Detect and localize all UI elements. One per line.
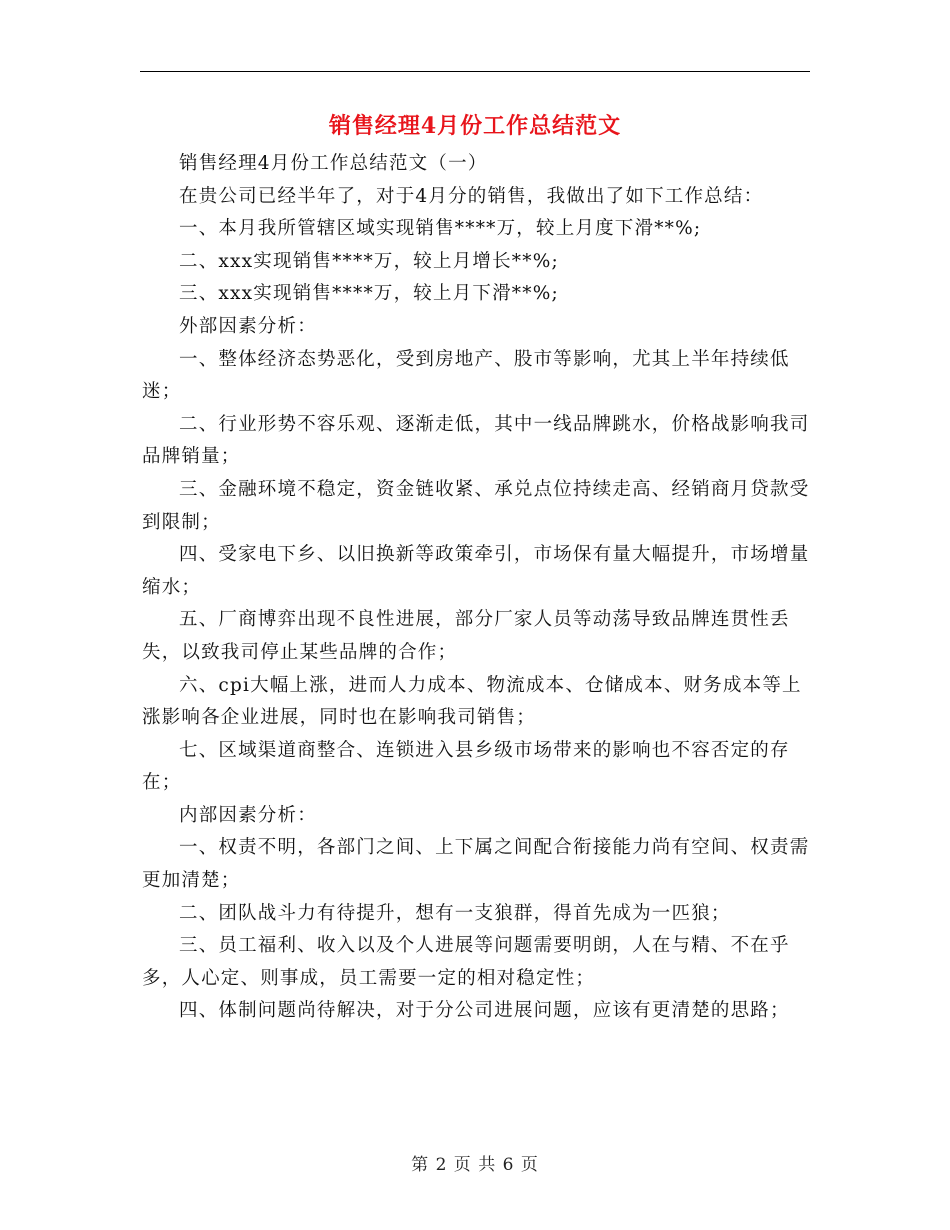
paragraph-external-5: 五、厂商博弈出现不良性进展，部分厂家人员等动荡导致品牌连贯性丢失，以致我司停止某些品牌的合作；	[142, 609, 790, 663]
paragraph-external-2: 二、行业形势不容乐观、逐渐走低，其中一线品牌跳水，价格战影响我司品牌销量；	[142, 413, 810, 468]
heading-internal-factors: 内部因素分析：	[179, 804, 317, 826]
paragraph-external-7: 七、区域渠道商整合、连锁进入县乡级市场带来的影响也不容否定的存在；	[142, 739, 790, 794]
document-title: 销售经理4月份工作总结范文	[328, 113, 622, 139]
paragraph-subtitle: 销售经理4月份工作总结范文（一）	[179, 153, 488, 174]
paragraph-external-4: 四、受家电下乡、以旧换新等政策牵引，市场保有量大幅提升，市场增量缩水；	[142, 544, 810, 598]
page-number: 第 2 页 共 6 页	[411, 1155, 539, 1175]
paragraph-external-1: 一、整体经济态势恶化，受到房地产、股市等影响，尤其上半年持续低迷；	[142, 348, 790, 403]
header-rule	[140, 71, 810, 72]
paragraph-external-6: 六、cpi大幅上涨，进而人力成本、物流成本、仓储成本、财务成本等上涨影响各企业进展，同时也在影响我司销售；	[142, 674, 802, 729]
paragraph-intro: 在贵公司已经半年了，对于4月分的销售，我做出了如下工作总结：	[179, 185, 764, 207]
heading-external-factors: 外部因素分析：	[179, 315, 317, 337]
paragraph-internal-3: 三、员工福利、收入以及个人进展等问题需要明朗，人在与精、不在乎多，人心定、则事成，员工需要一定的相对稳定性；	[142, 935, 790, 989]
paragraph-sales-1: 一、本月我所管辖区域实现销售****万，较上月度下滑**%;	[179, 218, 702, 240]
paragraph-internal-4: 四、体制问题尚待解决，对于分公司进展问题，应该有更清楚的思路；	[179, 1000, 790, 1022]
paragraph-sales-3: 三、xxx实现销售****万，较上月下滑**%;	[179, 283, 559, 305]
paragraph-external-3: 三、金融环境不稳定，资金链收紧、承兑点位持续走高、经销商月贷款受到限制；	[142, 478, 810, 533]
paragraph-sales-2: 二、xxx实现销售****万，较上月增长**%;	[179, 250, 559, 272]
paragraph-internal-1: 一、权责不明，各部门之间、上下属之间配合衔接能力尚有空间、权责需更加清楚；	[142, 837, 810, 892]
paragraph-internal-2: 二、团队战斗力有待提升，想有一支狼群，得首先成为一匹狼；	[179, 902, 731, 924]
document-body	[142, 148, 812, 1028]
